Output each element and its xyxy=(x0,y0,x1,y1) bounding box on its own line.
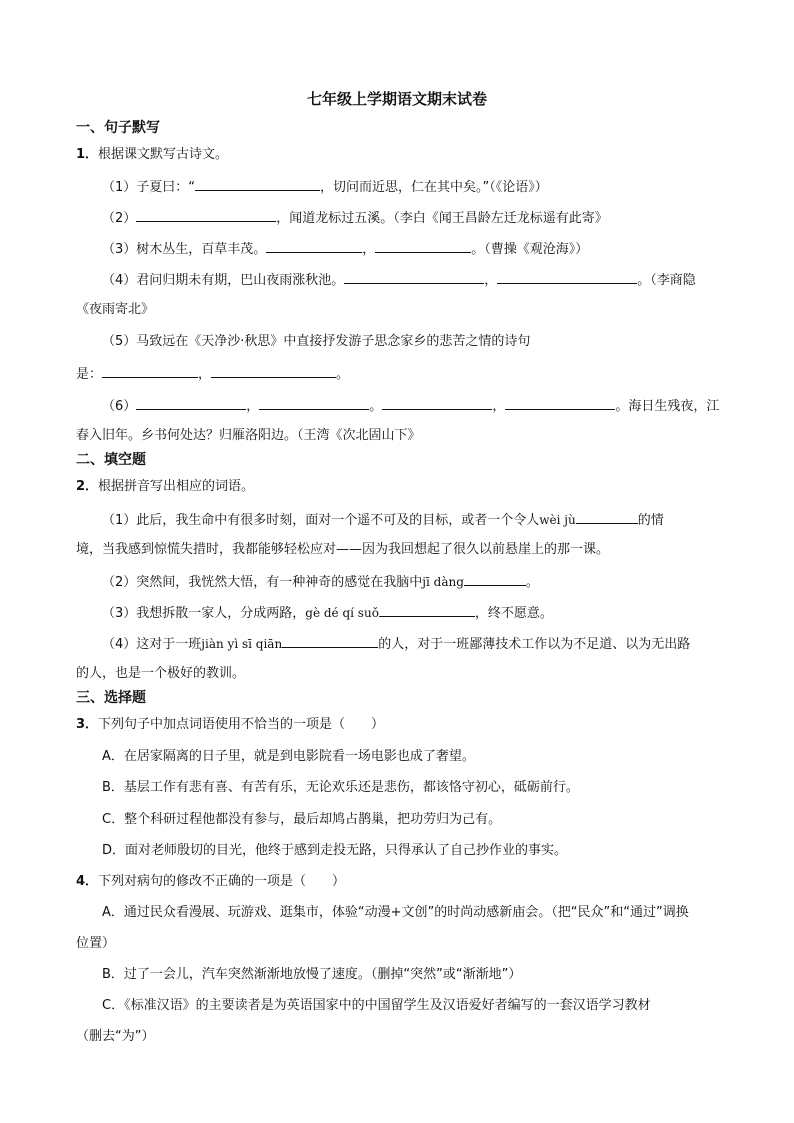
text: （3）我想拆散一家人，分成两路， xyxy=(102,606,306,621)
text: ，终不愿意。 xyxy=(474,606,553,621)
text: ， xyxy=(492,399,506,414)
q1-item-3 xyxy=(102,239,742,258)
text: （3）树木丛生，百草丰茂。 xyxy=(102,242,267,257)
q1-item-5: （5）马致远在《天净沙·秋思》中直接抒发游子思念家乡的悲苦之情的诗句 xyxy=(102,334,531,349)
text: 的情 xyxy=(637,513,664,528)
q1-item-1 xyxy=(102,177,742,196)
question-number: 4． xyxy=(76,874,99,889)
q2-item-4-cont: 的人，也是一个极好的教训。 xyxy=(76,666,246,681)
text: （6） xyxy=(102,399,137,414)
text: （4）君问归期未有期，巴山夜雨涨秋池。 xyxy=(102,273,345,288)
question-text: 根据课文默写古诗文。 xyxy=(98,147,229,162)
question-2-stem xyxy=(76,478,740,495)
text: （1）此后，我生命中有很多时刻，面对一个遥不可及的目标，或者一个令人 xyxy=(102,513,540,528)
q2-item-4 xyxy=(102,634,742,653)
q1-item-4 xyxy=(102,270,742,289)
text: ， xyxy=(246,399,260,414)
q1-item-6-cont: 春入旧年。乡书何处达？归雁洛阳边。（王湾《次北固山下》 xyxy=(76,428,421,443)
text: ， xyxy=(484,273,498,288)
text: 。 xyxy=(336,367,350,382)
answer-blank[interactable] xyxy=(136,396,246,410)
section-heading-3: 三、选择题 xyxy=(76,690,146,706)
q2-item-1-cont: 境，当我感到惊慌失措时，我都能够轻松应对——因为我回想起了很久以前悬崖上的那一课。 xyxy=(76,542,610,557)
text: 。（曹操《观沧海》） xyxy=(471,242,589,257)
answer-blank[interactable] xyxy=(464,572,526,586)
question-number: 3． xyxy=(76,717,99,732)
text: 。 xyxy=(369,399,383,414)
text: ， xyxy=(362,242,376,257)
section-heading-1: 一、句子默写 xyxy=(76,120,160,136)
page-title: 七年级上学期语文期末试卷 xyxy=(306,90,487,108)
answer-blank[interactable] xyxy=(102,364,198,378)
answer-blank[interactable] xyxy=(576,510,638,524)
q1-item-5-cont xyxy=(76,364,740,383)
q2-item-3 xyxy=(102,603,742,622)
answer-blank[interactable] xyxy=(505,396,615,410)
pinyin: jiàn yì sī qiān xyxy=(201,637,283,651)
q3-option-a[interactable]: A．在居家隔离的日子里，就是到电影院看一场电影也成了奢望。 xyxy=(102,749,475,764)
answer-blank[interactable] xyxy=(375,239,471,253)
answer-blank[interactable] xyxy=(382,396,492,410)
question-3-stem xyxy=(76,716,740,733)
text: （2）突然间，我恍然大悟，有一种神奇的感觉在我脑中 xyxy=(102,575,423,590)
section-heading-2: 二、填空题 xyxy=(76,452,146,468)
text: ，切问而近思，仁在其中矣。”（《论语》） xyxy=(320,180,548,195)
question-text: 下列对病句的修改不正确的一项是（ ） xyxy=(98,874,346,889)
answer-blank[interactable] xyxy=(195,177,320,191)
answer-blank[interactable] xyxy=(136,208,276,222)
text: 。 xyxy=(525,575,539,590)
text: ，闻道龙标过五溪。（李白《闻王昌龄左迁龙标遥有此寄》 xyxy=(276,211,608,226)
q1-item-2 xyxy=(102,208,742,227)
answer-blank[interactable] xyxy=(282,634,378,648)
answer-blank[interactable] xyxy=(379,603,475,617)
answer-blank[interactable] xyxy=(259,396,369,410)
q1-item-4-cont: 《夜雨寄北》 xyxy=(76,302,155,317)
q4-option-a-cont: 位置） xyxy=(76,936,116,951)
text: （2） xyxy=(102,211,137,226)
q3-option-c[interactable]: C．整个科研过程他都没有参与，最后却鸠占鹊巢，把功劳归为己有。 xyxy=(102,812,502,827)
q4-option-b[interactable]: B．过了一会儿，汽车突然渐渐地放慢了速度。（删掉“突然”或“渐渐地”） xyxy=(102,967,522,982)
q3-option-b[interactable]: B．基层工作有悲有喜、有苦有乐，无论欢乐还是悲伤，都该恪守初心，砥砺前行。 xyxy=(102,780,579,795)
pinyin: gè dé qí suǒ xyxy=(305,606,379,620)
text: 。（李商隐 xyxy=(637,273,696,288)
q2-item-2 xyxy=(102,572,742,591)
question-number: 2． xyxy=(76,479,99,494)
question-text: 根据拼音写出相应的词语。 xyxy=(98,479,255,494)
question-number: 1． xyxy=(76,147,99,162)
question-1-stem xyxy=(76,146,740,163)
q3-option-d[interactable]: D．面对老师殷切的目光，他终于感到走投无路，只得承认了自己抄作业的事实。 xyxy=(102,843,568,858)
question-4-stem xyxy=(76,873,740,890)
text: 是： xyxy=(76,367,103,382)
q2-item-1 xyxy=(102,510,742,529)
text: （4）这对于一班 xyxy=(102,637,202,652)
pinyin: jī dàng xyxy=(422,575,464,589)
text: 的人，对于一班鄙薄技术工作以为不足道、以为无出路 xyxy=(378,637,691,652)
q4-option-a[interactable]: A．通过民众看漫展、玩游戏、逛集市，体验“动漫+文创”的时尚动感新庙会。（把“民众”和“通过”调换 xyxy=(102,905,689,920)
text: ， xyxy=(198,367,212,382)
pinyin: wèi jù xyxy=(539,513,576,527)
answer-blank[interactable] xyxy=(497,270,637,284)
q4-option-c[interactable]: C．《标准汉语》的主要读者是为英语国家中的中国留学生及汉语爱好者编写的一套汉语学习教材 xyxy=(102,998,651,1013)
answer-blank[interactable] xyxy=(266,239,362,253)
answer-blank[interactable] xyxy=(211,364,336,378)
answer-blank[interactable] xyxy=(344,270,484,284)
question-text: 下列句子中加点词语使用不恰当的一项是（ ） xyxy=(98,717,385,732)
q4-option-c-cont: （删去“为”） xyxy=(76,1029,155,1044)
text: 。海日生残夜，江 xyxy=(615,399,720,414)
q1-item-6 xyxy=(102,396,742,415)
text: （1）子夏曰：“ xyxy=(102,180,196,195)
